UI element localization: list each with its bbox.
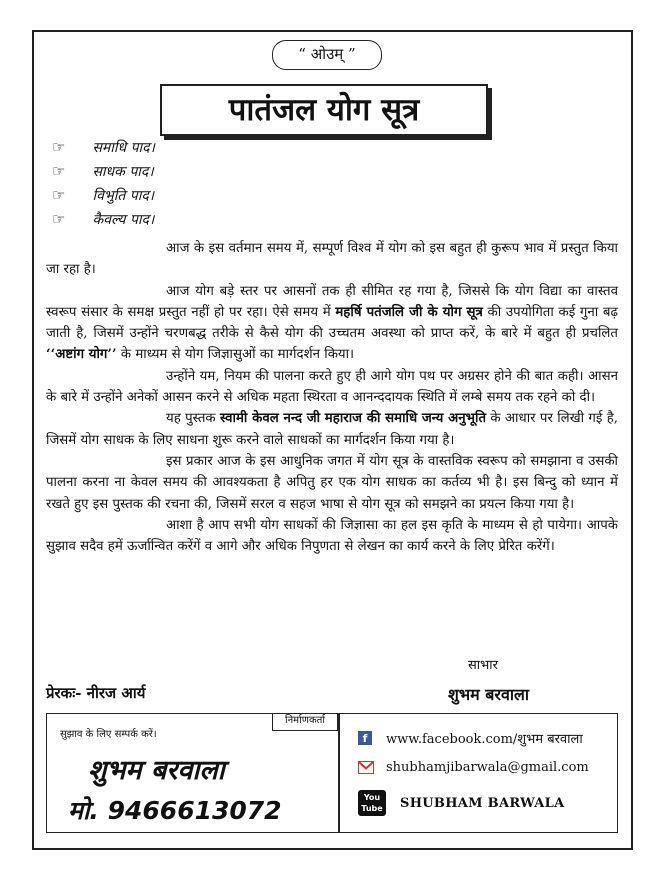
paragraph — [46, 515, 618, 558]
saabhar-text: साभार — [468, 658, 498, 673]
paragraph — [46, 281, 618, 366]
gmail-icon — [358, 761, 372, 775]
highlight-text: स्वामी केवल नन्द जी महाराज की समाधि जन्य अनुभूति — [219, 411, 487, 427]
text-run: की उपयोगिता कई गुना बढ़ जाती है, जिसमें उन्होंने चरणबद्ध तरीके से कैसे योग की उच्चतम अवस्था को प्राप्त करें, के बारे में बहुत ही प्रचलित — [46, 304, 618, 342]
facebook-link[interactable] — [358, 729, 583, 747]
paragraph — [46, 408, 618, 451]
suggestion-text: सुझाव के लिए सम्पर्क करें। — [60, 729, 157, 740]
text-run: इस प्रकार आज के इस आधुनिक जगत में योग सूत्र के वास्तविक स्वरूप को समझाना व उसकी पालना करना ना केवल समय की आवश्यकता है अपितु हर एक योग साधक का कर्तव्य भी है। इस बिन्दु को ध्यान में रखते हुए इस पुस्तक की रचना की, जिसमें सरल व सहज भाषा से योग सूत्र को समझने का प्रयत्न किया गया है। — [46, 453, 618, 512]
youtube-link[interactable] — [358, 790, 564, 816]
pointing-hand-icon: ☞ — [52, 162, 66, 180]
page-title: पातंजल योग सूत्र — [160, 84, 488, 136]
contact-divider — [338, 713, 340, 833]
paragraph — [46, 238, 618, 281]
email-address[interactable]: shubhamjibarwala@gmail.com — [386, 760, 589, 775]
pad-label: समाधि पाद। — [92, 140, 155, 156]
text-run: उन्होंने यम, नियम की पालना करते हुए ही आगे योग पथ पर अग्रसर होने की बात कही। आसन के बारे में उन्होंने अनेकों आसन करने से अधिक महता स्थिरता व आनन्ददायक स्थिति में लम्बे समय तक रहने को दी। — [46, 368, 618, 406]
email-link[interactable] — [358, 760, 589, 775]
pad-label: कैवल्य पाद। — [92, 212, 155, 228]
list-item — [52, 207, 155, 231]
list-item — [52, 159, 155, 183]
facebook-icon: f — [358, 731, 372, 745]
paragraph — [46, 366, 618, 409]
body-text — [46, 238, 618, 557]
text-run: के माध्यम से योग जिज्ञासुओं का मार्गदर्शन किया। — [116, 347, 355, 363]
pointing-hand-icon: ☞ — [52, 210, 66, 228]
signature-name: शुभम बरवाला — [448, 685, 529, 704]
youtube-channel[interactable]: SHUBHAM BARWALA — [400, 795, 565, 811]
youtube-icon: You Tube — [358, 790, 386, 816]
pad-label: साधक पाद। — [92, 164, 154, 180]
highlight-text: ‘‘अष्टांग योग’’ — [46, 347, 117, 363]
text-run: आशा है आप सभी योग साधकों की जिज्ञासा का हल इस कृति के माध्यम से हो पायेगा। आपके सुझाव सदैव हमें ऊर्जान्वित करेंगें व आगे और अधिक निपुणता से लेखन का कार्य करने के लिए प्रेरित करेंगें। — [46, 517, 618, 555]
prerak-text: प्रेरकः- नीरज आर्य — [46, 684, 146, 702]
facebook-url[interactable]: www.facebook.com/शुभम बरवाला — [386, 732, 583, 747]
text-run: आज के इस वर्तमान समय में, सम्पूर्ण विश्व में योग को इस बहुत ही कुरूप भाव में प्रस्तुत किया जा रहा है। — [46, 241, 618, 278]
text-run: के आधार पर लिखी गई है, जिसमें योग साधक के लिए साधना शुरू करने वाले साधकों का मार्गदर्शन किया गया है। — [46, 411, 618, 448]
text-run: आज योग बड़े स्तर पर आसनों तक ही सीमित रह गया है, जिससे कि योग विद्या का वास्तव स्वरूप संसार के समक्ष प्रस्तुत नहीं हो पर रहा। ऐसे समय में — [46, 283, 618, 320]
pad-label: विभुति पाद। — [92, 188, 155, 204]
pointing-hand-icon: ☞ — [52, 186, 66, 204]
maker-tag: निर्माणकर्ता — [272, 713, 338, 731]
pad-list — [52, 135, 155, 231]
list-item — [52, 183, 155, 207]
contact-name: शुभम बरवाला — [88, 755, 225, 786]
paragraph — [46, 451, 618, 515]
text-run: यह पुस्तक — [166, 411, 220, 427]
highlight-text: महर्षि पतंजलि जी के योग सूत्र — [335, 304, 483, 320]
phone-number[interactable]: मो. 9466613072 — [68, 796, 282, 825]
pointing-hand-icon: ☞ — [52, 138, 66, 156]
om-badge: “ ओउम् ” — [272, 40, 382, 70]
list-item — [52, 135, 155, 159]
